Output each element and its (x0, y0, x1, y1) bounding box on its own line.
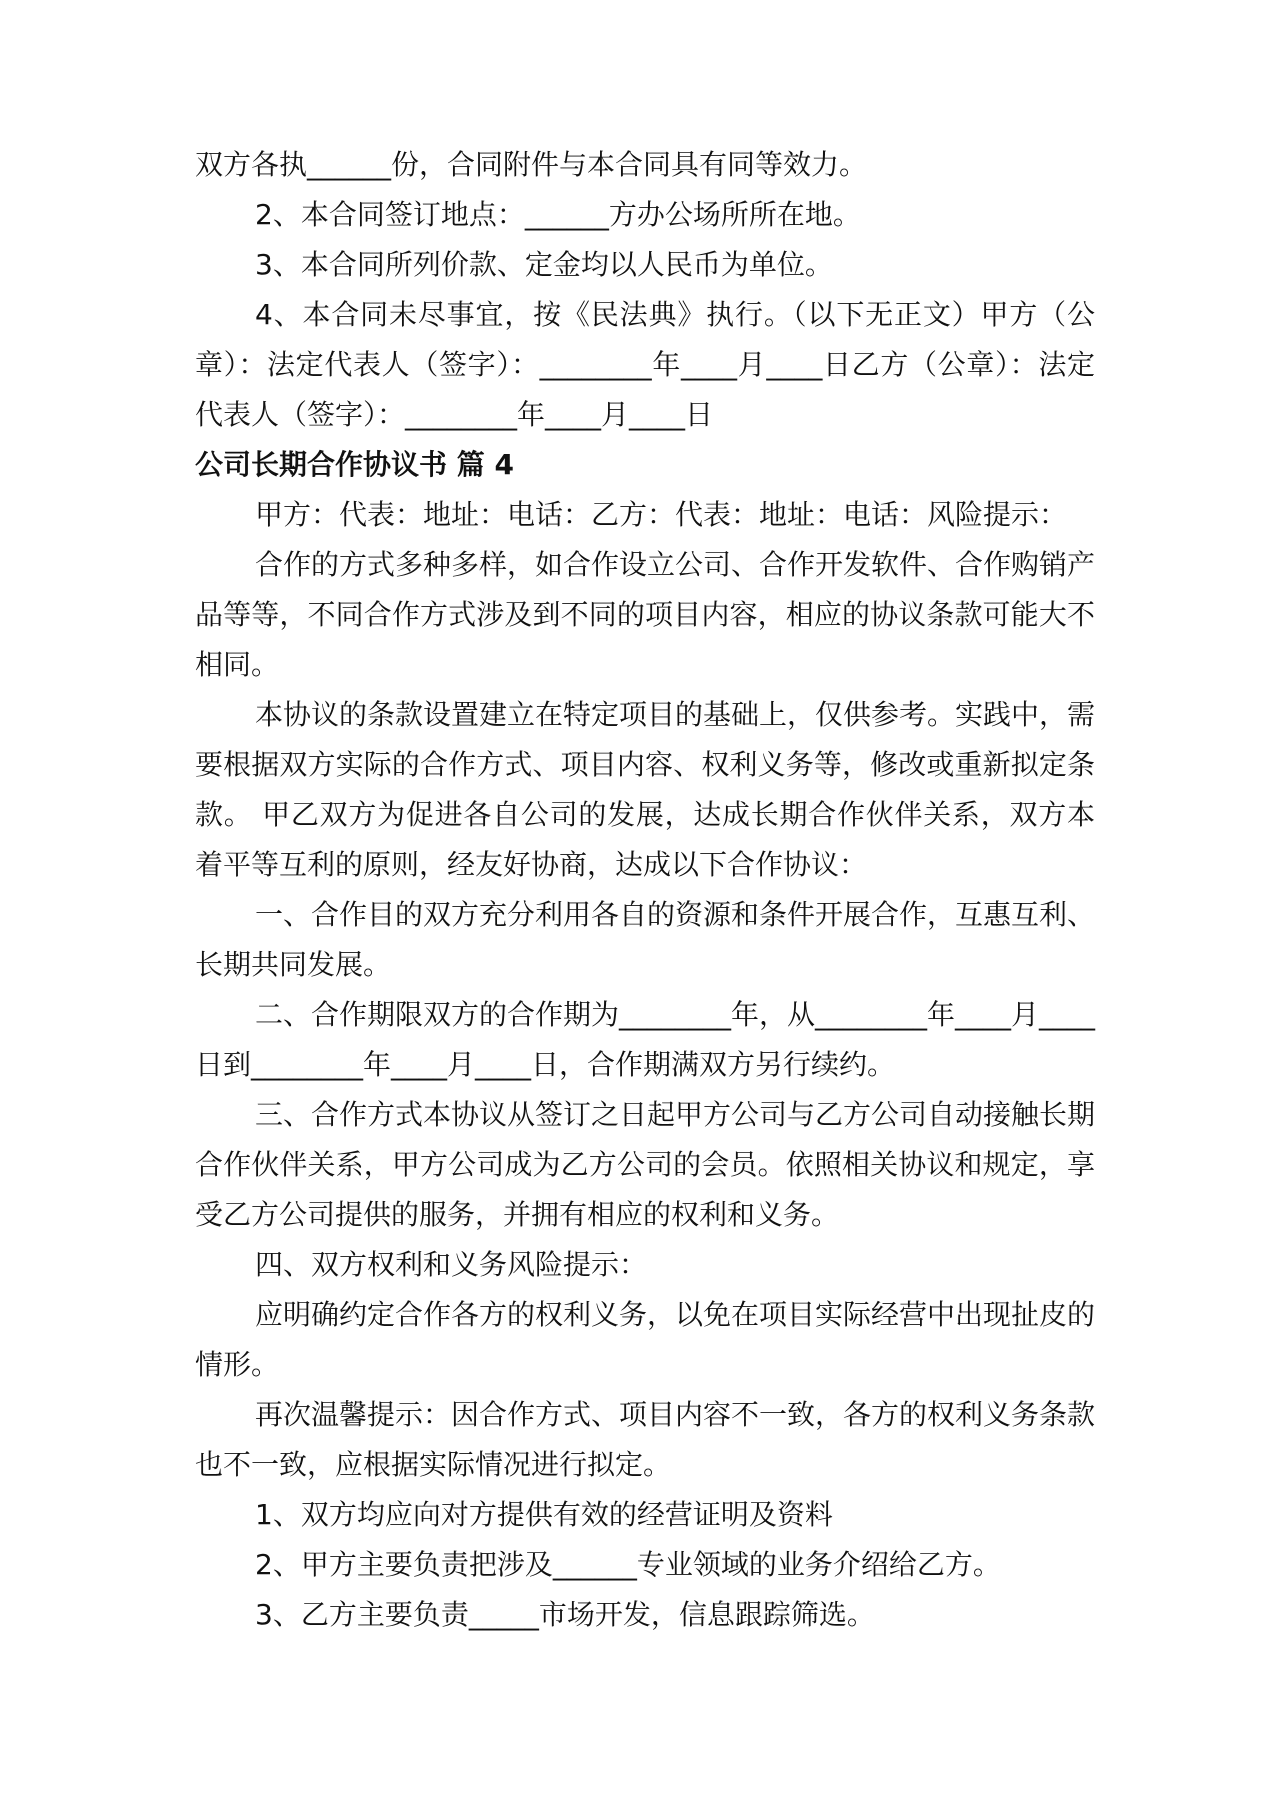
paragraph-rights-note: 应明确约定合作各方的权利义务，以免在项目实际经营中出现扯皮的情形。 (195, 1298, 1096, 1381)
paragraph-reminder: 再次温馨提示：因合作方式、项目内容不一致，各方的权利义务条款也不一致，应根据实际情况进行拟定。 (195, 1398, 1096, 1481)
list-item: 2、甲方主要负责把涉及______专业领域的业务介绍给乙方。 (255, 1548, 1001, 1581)
list-item: 3、乙方主要负责_____市场开发，信息跟踪筛选。 (255, 1598, 875, 1631)
paragraph-copies: 双方各执______份，合同附件与本合同具有同等效力。 (195, 148, 868, 181)
paragraph-reference-note: 本协议的条款设置建立在特定项目的基础上，仅供参考。实践中，需要根据双方实际的合作方式、项目内容、权利义务等，修改或重新拟定条款。 甲乙双方为促进各自公司的发展，达成长期合作伙伴关系，双方本着平等互利的原则，经友好协商，达成以下合作协议： (195, 698, 1096, 881)
paragraph-parties: 甲方：代表：地址：电话：乙方：代表：地址：电话：风险提示： (255, 498, 1068, 531)
paragraph-purpose: 一、合作目的双方充分利用各自的资源和条件开展合作，互惠互利、长期共同发展。 (195, 898, 1096, 981)
paragraph-signatures: 4、本合同未尽事宜，按《民法典》执行。（以下无正文）甲方（公章）：法定代表人（签字）：________年____月____日乙方（公章）：法定代表人（签字）：________年____月____日 (195, 298, 1095, 431)
paragraph-cooperation-modes: 合作的方式多种多样，如合作设立公司、合作开发软件、合作购销产品等等，不同合作方式涉及到不同的项目内容，相应的协议条款可能大不相同。 (195, 548, 1096, 681)
paragraph-signing-place: 2、本合同签订地点：______方办公场所所在地。 (255, 198, 861, 231)
section-heading: 公司长期合作协议书 篇 4 (195, 448, 514, 481)
list-item: 1、双方均应向对方提供有效的经营证明及资料 (255, 1498, 833, 1531)
paragraph-cooperation-method: 三、合作方式本协议从签订之日起甲方公司与乙方公司自动接触长期合作伙伴关系，甲方公司成为乙方公司的会员。依照相关协议和规定，享受乙方公司提供的服务，并拥有相应的权利和义务。 (195, 1098, 1096, 1231)
paragraph-rights-heading: 四、双方权利和义务风险提示： (255, 1248, 648, 1281)
paragraph-term: 二、合作期限双方的合作期为________年，从________年____月____日到________年____月____日，合作期满双方另行续约。 (195, 998, 1096, 1081)
document-page (195, 140, 1095, 1640)
paragraph-currency: 3、本合同所列价款、定金均以人民币为单位。 (255, 248, 833, 281)
